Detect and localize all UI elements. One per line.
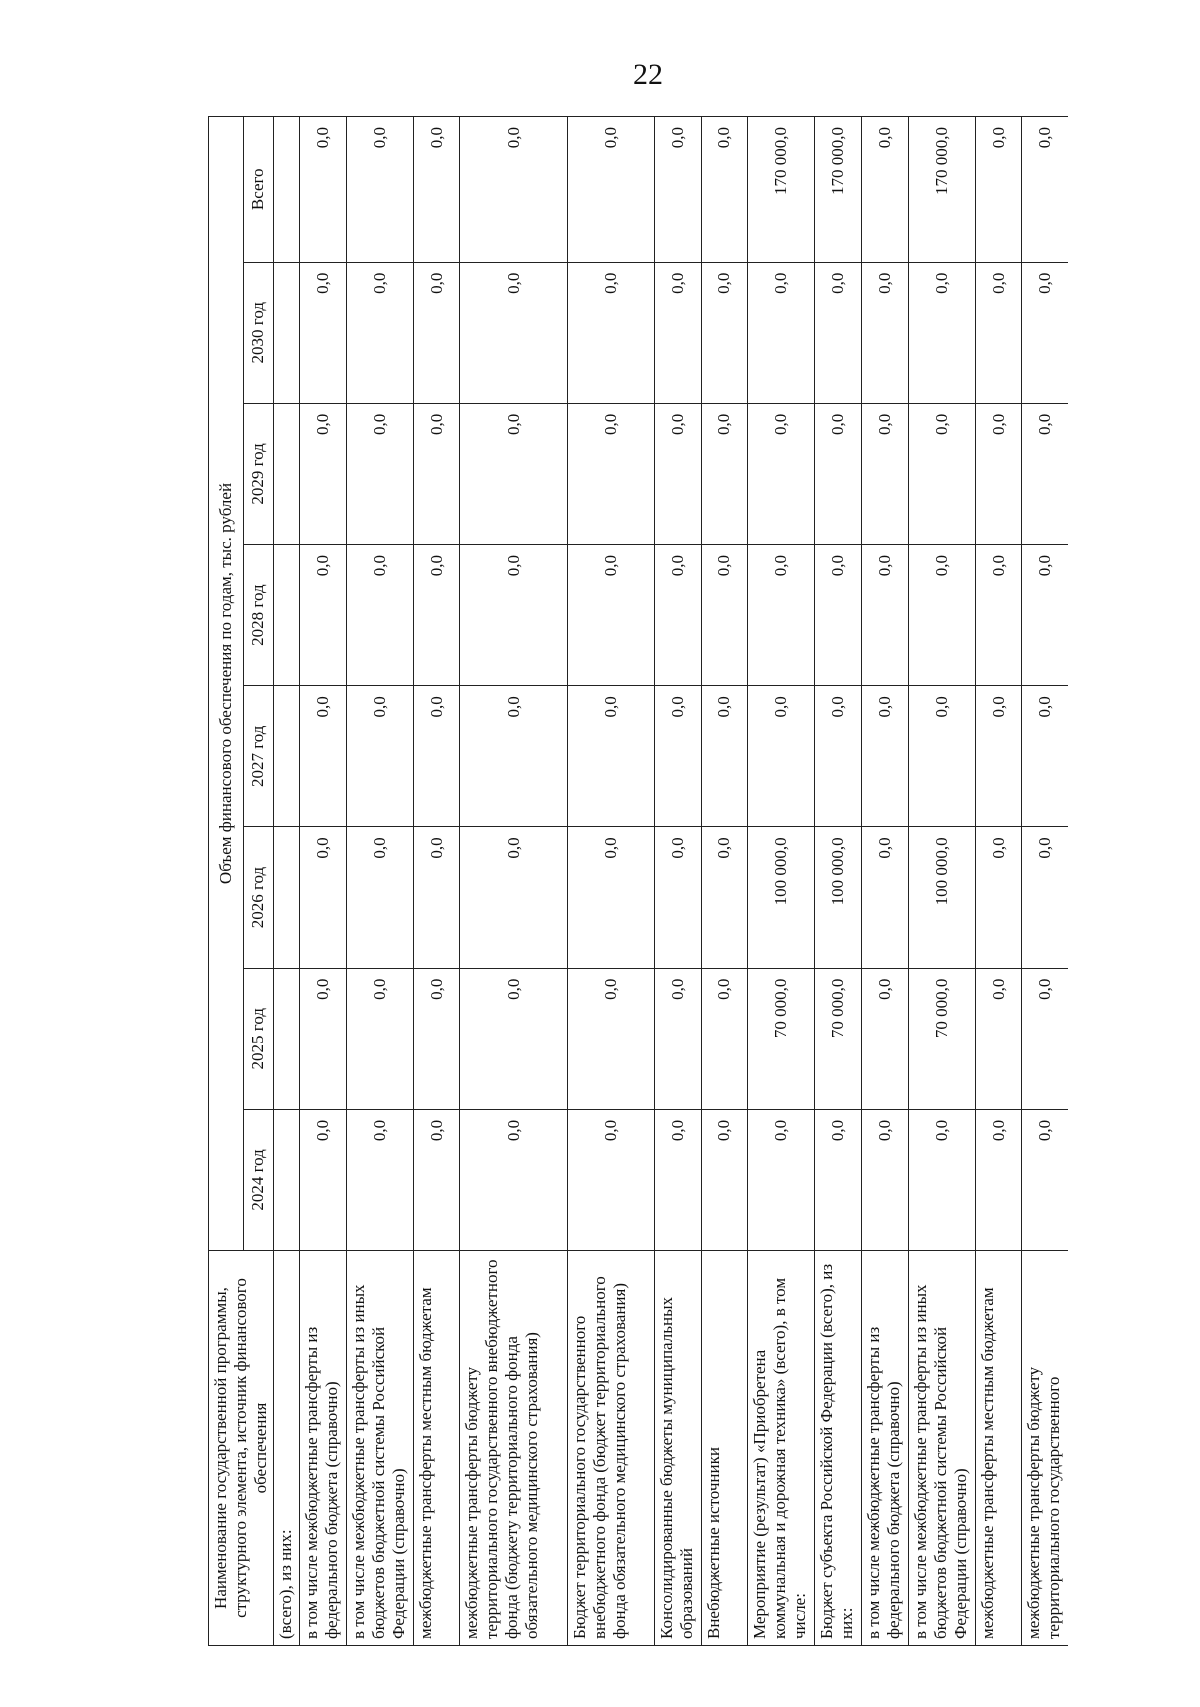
value-cell: 0,0 [299, 117, 346, 263]
value-cell: 0,0 [702, 968, 748, 1109]
header-year: 2025 год [243, 968, 273, 1109]
value-cell: 0,0 [414, 686, 460, 827]
value-cell: 0,0 [299, 968, 346, 1109]
value-cell: 0,0 [702, 686, 748, 827]
row-label: Мероприятие (результат) «Приобретена коммунальная и дорожная техника» (всего), в том числе: [747, 1251, 815, 1646]
value-cell: 0,0 [747, 262, 815, 403]
value-cell: 0,0 [299, 827, 346, 968]
value-cell: 0,0 [346, 968, 414, 1109]
value-cell: 0,0 [976, 1109, 1022, 1250]
table-row [862, 117, 909, 1646]
value-cell: 0,0 [459, 262, 567, 403]
value-cell [274, 403, 300, 544]
value-cell: 0,0 [568, 827, 655, 968]
value-cell: 0,0 [1022, 262, 1068, 403]
value-cell: 0,0 [655, 827, 702, 968]
header-year: Всего [243, 117, 273, 263]
table-body [274, 117, 1069, 1646]
value-cell: 0,0 [1022, 968, 1068, 1109]
value-cell: 0,0 [908, 262, 976, 403]
value-cell: 0,0 [862, 968, 909, 1109]
value-cell: 0,0 [299, 403, 346, 544]
value-cell: 0,0 [815, 403, 862, 544]
value-cell: 0,0 [346, 117, 414, 263]
table-row [655, 117, 702, 1646]
value-cell: 0,0 [346, 262, 414, 403]
value-cell: 0,0 [862, 117, 909, 263]
value-cell [274, 968, 300, 1109]
value-cell: 0,0 [459, 117, 567, 263]
value-cell: 0,0 [862, 1109, 909, 1250]
value-cell: 0,0 [655, 403, 702, 544]
value-cell: 0,0 [655, 968, 702, 1109]
value-cell: 0,0 [299, 262, 346, 403]
table-row [976, 117, 1022, 1646]
value-cell: 0,0 [414, 403, 460, 544]
value-cell: 0,0 [568, 262, 655, 403]
value-cell: 0,0 [1022, 827, 1068, 968]
value-cell: 0,0 [459, 968, 567, 1109]
header-year: 2028 год [243, 545, 273, 686]
value-cell: 100 000,0 [908, 827, 976, 968]
row-label: межбюджетные трансферты бюджету территориального государственного внебюджетного фонда (бюджету территориального фонда обязательного медицинского страхования) [459, 1251, 567, 1646]
row-label: Бюджет субъекта Российской Федерации (всего), из них: [815, 1251, 862, 1646]
value-cell: 0,0 [747, 1109, 815, 1250]
table-row [1022, 117, 1068, 1646]
value-cell: 0,0 [747, 545, 815, 686]
value-cell: 0,0 [346, 686, 414, 827]
rotated-table-area [208, 116, 1068, 1646]
table-row [747, 117, 815, 1646]
value-cell: 70 000,0 [815, 968, 862, 1109]
value-cell: 0,0 [702, 545, 748, 686]
value-cell: 0,0 [346, 545, 414, 686]
value-cell: 0,0 [568, 403, 655, 544]
value-cell: 0,0 [862, 262, 909, 403]
value-cell: 0,0 [747, 686, 815, 827]
value-cell: 0,0 [862, 545, 909, 686]
value-cell: 0,0 [815, 686, 862, 827]
value-cell: 0,0 [976, 686, 1022, 827]
table-row [459, 117, 567, 1646]
value-cell: 0,0 [655, 1109, 702, 1250]
value-cell: 0,0 [976, 968, 1022, 1109]
financing-table [208, 116, 1068, 1646]
value-cell: 0,0 [346, 827, 414, 968]
header-year: 2027 год [243, 686, 273, 827]
row-label: Консолидированные бюджеты муниципальных образований [655, 1251, 702, 1646]
value-cell: 0,0 [747, 403, 815, 544]
value-cell: 0,0 [655, 686, 702, 827]
value-cell: 0,0 [414, 968, 460, 1109]
value-cell: 0,0 [815, 1109, 862, 1250]
value-cell [274, 686, 300, 827]
value-cell: 0,0 [414, 117, 460, 263]
value-cell: 0,0 [908, 686, 976, 827]
header-year: 2030 год [243, 262, 273, 403]
value-cell: 0,0 [702, 262, 748, 403]
row-label: в том числе межбюджетные трансферты из федерального бюджета (справочно) [862, 1251, 909, 1646]
value-cell: 0,0 [1022, 117, 1068, 263]
value-cell: 0,0 [908, 1109, 976, 1250]
value-cell: 0,0 [459, 686, 567, 827]
rotated-table [208, 116, 1068, 1646]
value-cell: 170 000,0 [908, 117, 976, 263]
row-label: Внебюджетные источники [702, 1251, 748, 1646]
value-cell: 0,0 [976, 117, 1022, 263]
value-cell [274, 262, 300, 403]
table-row [815, 117, 862, 1646]
value-cell: 100 000,0 [747, 827, 815, 968]
value-cell: 170 000,0 [747, 117, 815, 263]
value-cell: 0,0 [655, 262, 702, 403]
header-year: 2026 год [243, 827, 273, 968]
row-label: межбюджетные трансферты местным бюджетам [976, 1251, 1022, 1646]
value-cell: 70 000,0 [747, 968, 815, 1109]
value-cell: 0,0 [862, 686, 909, 827]
row-label: (всего), из них: [274, 1251, 300, 1646]
table-row [908, 117, 976, 1646]
value-cell [274, 117, 300, 263]
value-cell: 0,0 [568, 117, 655, 263]
value-cell: 0,0 [568, 1109, 655, 1250]
table-row [299, 117, 346, 1646]
value-cell: 0,0 [568, 545, 655, 686]
value-cell: 0,0 [1022, 686, 1068, 827]
value-cell: 0,0 [815, 545, 862, 686]
table-row [346, 117, 414, 1646]
value-cell: 0,0 [976, 827, 1022, 968]
row-label: межбюджетные трансферты бюджету территориального государственного [1022, 1251, 1068, 1646]
value-cell: 0,0 [815, 262, 862, 403]
row-label: в том числе межбюджетные трансферты из иных бюджетов бюджетной системы Российской Федерации (справочно) [346, 1251, 414, 1646]
row-label: Бюджет территориального государственного внебюджетного фонда (бюджет территориального фонда обязательного медицинского страхования) [568, 1251, 655, 1646]
value-cell: 0,0 [568, 968, 655, 1109]
value-cell: 0,0 [299, 545, 346, 686]
table-row [568, 117, 655, 1646]
value-cell: 0,0 [1022, 403, 1068, 544]
value-cell: 0,0 [976, 403, 1022, 544]
table-row [414, 117, 460, 1646]
table-row [274, 117, 300, 1646]
value-cell: 0,0 [862, 403, 909, 544]
value-cell: 0,0 [702, 403, 748, 544]
value-cell: 0,0 [299, 686, 346, 827]
value-cell: 0,0 [414, 827, 460, 968]
value-cell: 0,0 [459, 1109, 567, 1250]
value-cell: 0,0 [702, 117, 748, 263]
value-cell [274, 1109, 300, 1250]
value-cell: 0,0 [1022, 545, 1068, 686]
value-cell: 0,0 [414, 262, 460, 403]
value-cell: 0,0 [1022, 1109, 1068, 1250]
value-cell: 0,0 [568, 686, 655, 827]
value-cell: 0,0 [346, 403, 414, 544]
value-cell: 0,0 [976, 545, 1022, 686]
value-cell: 0,0 [655, 117, 702, 263]
value-cell: 0,0 [459, 403, 567, 544]
value-cell: 0,0 [655, 545, 702, 686]
row-label: межбюджетные трансферты местным бюджетам [414, 1251, 460, 1646]
value-cell: 0,0 [459, 545, 567, 686]
row-label: в том числе межбюджетные трансферты из федерального бюджета (справочно) [299, 1251, 346, 1646]
value-cell: 0,0 [862, 827, 909, 968]
header-name-col: Наименование государственной программы, структурного элемента, источник финансового обеспечения [209, 1251, 274, 1646]
page-number: 22 [633, 58, 663, 91]
value-cell: 0,0 [976, 262, 1022, 403]
value-cell: 0,0 [414, 545, 460, 686]
value-cell [274, 827, 300, 968]
value-cell: 0,0 [702, 1109, 748, 1250]
value-cell: 0,0 [459, 827, 567, 968]
value-cell: 70 000,0 [908, 968, 976, 1109]
header-group-title: Объем финансового обеспечения по годам, тыс. рублей [209, 117, 244, 1251]
value-cell: 0,0 [299, 1109, 346, 1250]
row-label: в том числе межбюджетные трансферты из иных бюджетов бюджетной системы Российской Федерации (справочно) [908, 1251, 976, 1646]
value-cell: 170 000,0 [815, 117, 862, 263]
header-year: 2029 год [243, 403, 273, 544]
value-cell: 0,0 [702, 827, 748, 968]
value-cell [274, 545, 300, 686]
value-cell: 0,0 [908, 403, 976, 544]
table-row [702, 117, 748, 1646]
value-cell: 0,0 [908, 545, 976, 686]
value-cell: 0,0 [414, 1109, 460, 1250]
header-year: 2024 год [243, 1109, 273, 1250]
value-cell: 0,0 [346, 1109, 414, 1250]
value-cell: 100 000,0 [815, 827, 862, 968]
